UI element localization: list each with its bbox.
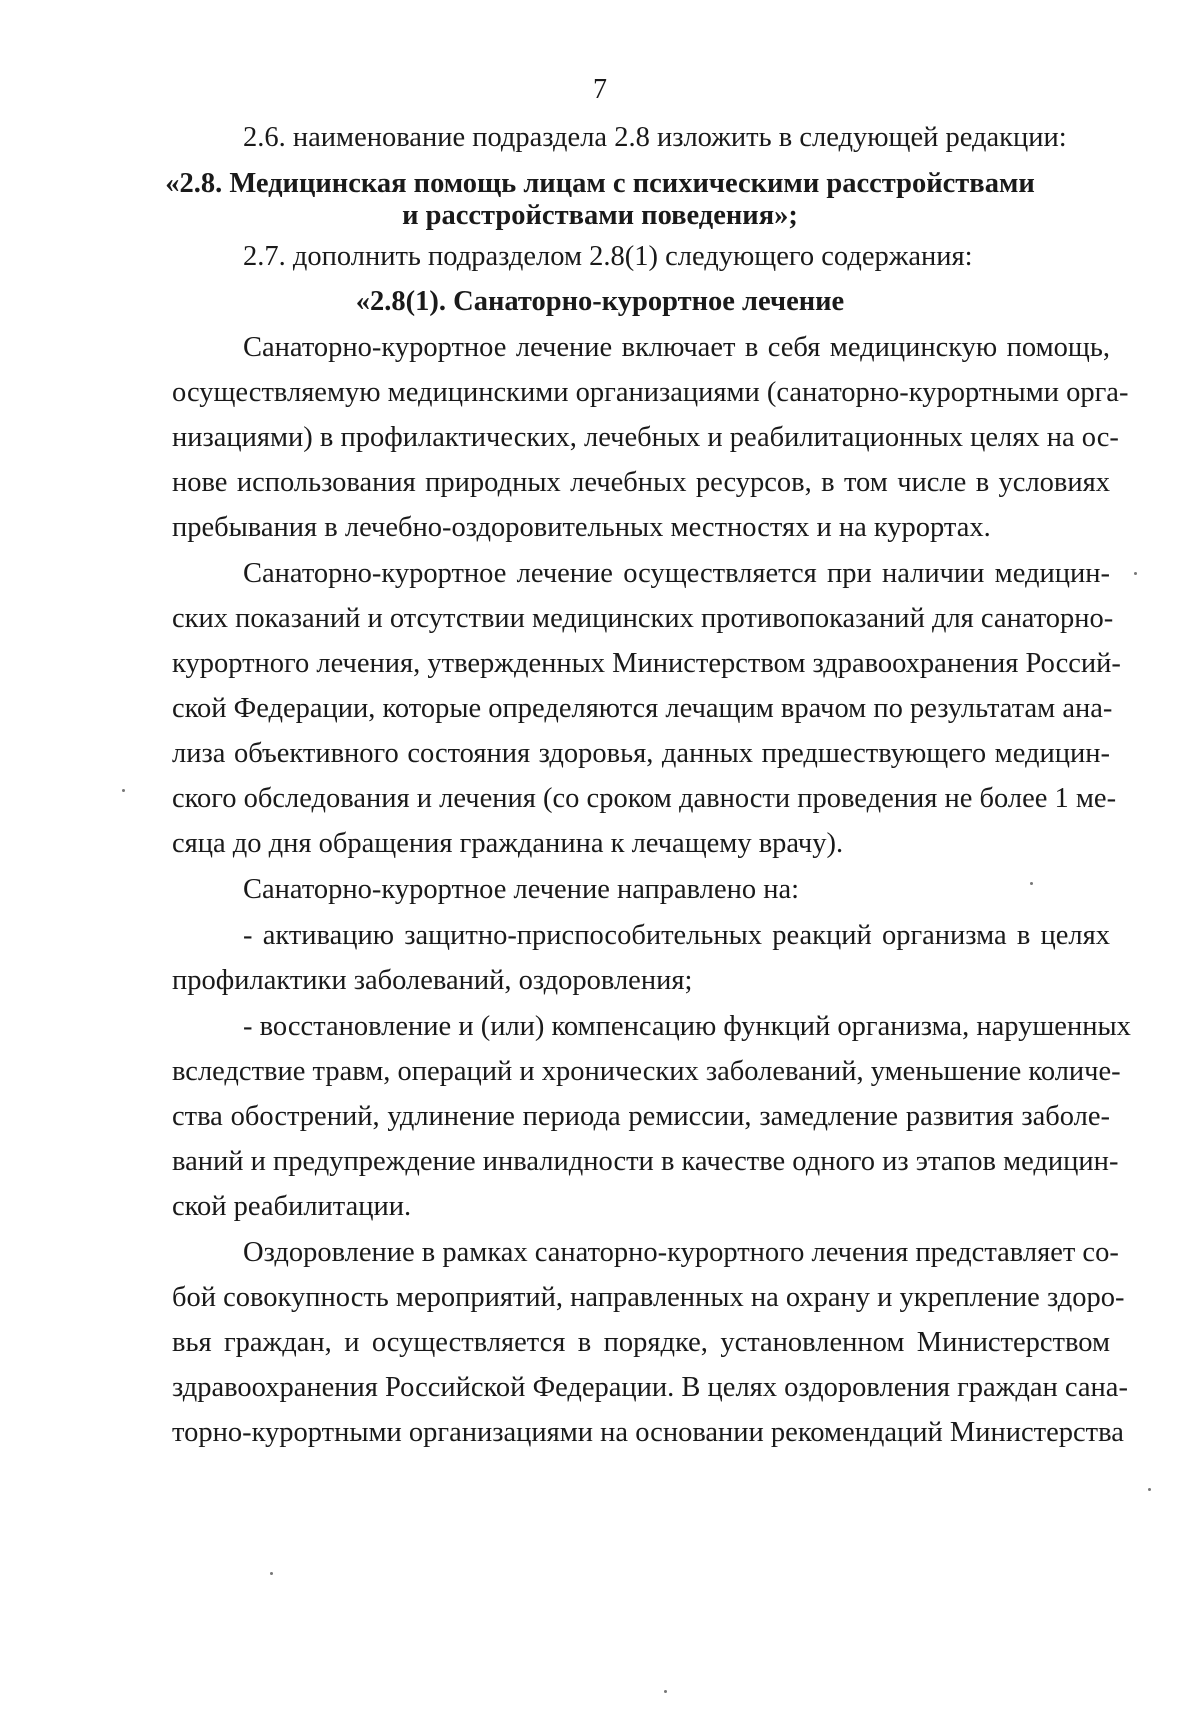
paragraph-line: ских показаний и отсутствии медицинских противопоказаний для санаторно- bbox=[172, 603, 1114, 634]
paragraph-line: торно-курортными организациями на основании рекомендаций Министерства bbox=[172, 1417, 1124, 1448]
paragraph-line: бой совокупность мероприятий, направленных на охрану и укрепление здоро- bbox=[172, 1282, 1125, 1313]
paragraph-line: Санаторно-курортное лечение осуществляется при наличии медицин- bbox=[243, 558, 1110, 589]
paragraph-line: Санаторно-курортное лечение включает в себя медицинскую помощь, bbox=[243, 332, 1110, 363]
paragraph-line: низациями) в профилактических, лечебных и реабилитационных целях на ос- bbox=[172, 422, 1119, 453]
paragraph-line: осуществляемую медицинскими организациями (санаторно-курортными орга- bbox=[172, 377, 1129, 408]
scan-speck bbox=[1134, 572, 1137, 575]
paragraph-line: нове использования природных лечебных ресурсов, в том числе в условиях bbox=[172, 467, 1110, 498]
scan-speck bbox=[1148, 1488, 1151, 1491]
paragraph-line: ского обследования и лечения (со сроком давности проведения не более 1 ме- bbox=[172, 783, 1117, 814]
list-item-line: ваний и предупреждение инвалидности в качестве одного из этапов медицин- bbox=[172, 1146, 1119, 1177]
paragraph-line: лиза объективного состояния здоровья, данных предшествующего медицин- bbox=[172, 738, 1110, 769]
paragraph-line: сяца до дня обращения гражданина к лечащему врачу). bbox=[172, 828, 844, 859]
heading-2-8-line-1: «2.8. Медицинская помощь лицам с психическими расстройствами bbox=[165, 168, 1035, 199]
list-item-line: ства обострений, удлинение периода ремиссии, замедление развития заболе- bbox=[172, 1101, 1110, 1132]
scan-speck bbox=[270, 1572, 273, 1575]
scan-speck bbox=[122, 789, 125, 792]
scan-speck bbox=[664, 1690, 667, 1693]
list-item-line: профилактики заболеваний, оздоровления; bbox=[172, 965, 693, 996]
heading-2-8-line-2: и расстройствами поведения»; bbox=[402, 200, 798, 231]
list-item-line: ской реабилитации. bbox=[172, 1191, 412, 1222]
paragraph-line: Оздоровление в рамках санаторно-курортного лечения представляет со- bbox=[243, 1237, 1119, 1268]
paragraph-line: здравоохранения Российской Федерации. В целях оздоровления граждан сана- bbox=[172, 1372, 1128, 1403]
heading-2-8-1: «2.8(1). Санаторно-курортное лечение bbox=[355, 286, 845, 317]
page-number: 7 bbox=[593, 74, 607, 105]
amendment-2-6: 2.6. наименование подраздела 2.8 изложить в следующей редакции: bbox=[243, 122, 1067, 153]
list-item-line: - активацию защитно-приспособительных реакций организма в целях bbox=[243, 920, 1110, 951]
amendment-2-7: 2.7. дополнить подразделом 2.8(1) следующего содержания: bbox=[243, 241, 973, 272]
paragraph-line: вья граждан, и осуществляется в порядке, установленном Министерством bbox=[172, 1327, 1110, 1358]
list-item-line: вследствие травм, операций и хронических заболеваний, уменьшение количе- bbox=[172, 1056, 1121, 1087]
paragraph-line: пребывания в лечебно-оздоровительных местностях и на курортах. bbox=[172, 512, 991, 543]
paragraph-line: курортного лечения, утвержденных Министерством здравоохранения Россий- bbox=[172, 648, 1121, 679]
paragraph-line: Санаторно-курортное лечение направлено на: bbox=[243, 874, 800, 905]
list-item-line: - восстановление и (или) компенсацию функций организма, нарушенных bbox=[243, 1011, 1131, 1042]
paragraph-line: ской Федерации, которые определяются лечащим врачом по результатам ана- bbox=[172, 693, 1113, 724]
scan-speck bbox=[1030, 882, 1033, 885]
